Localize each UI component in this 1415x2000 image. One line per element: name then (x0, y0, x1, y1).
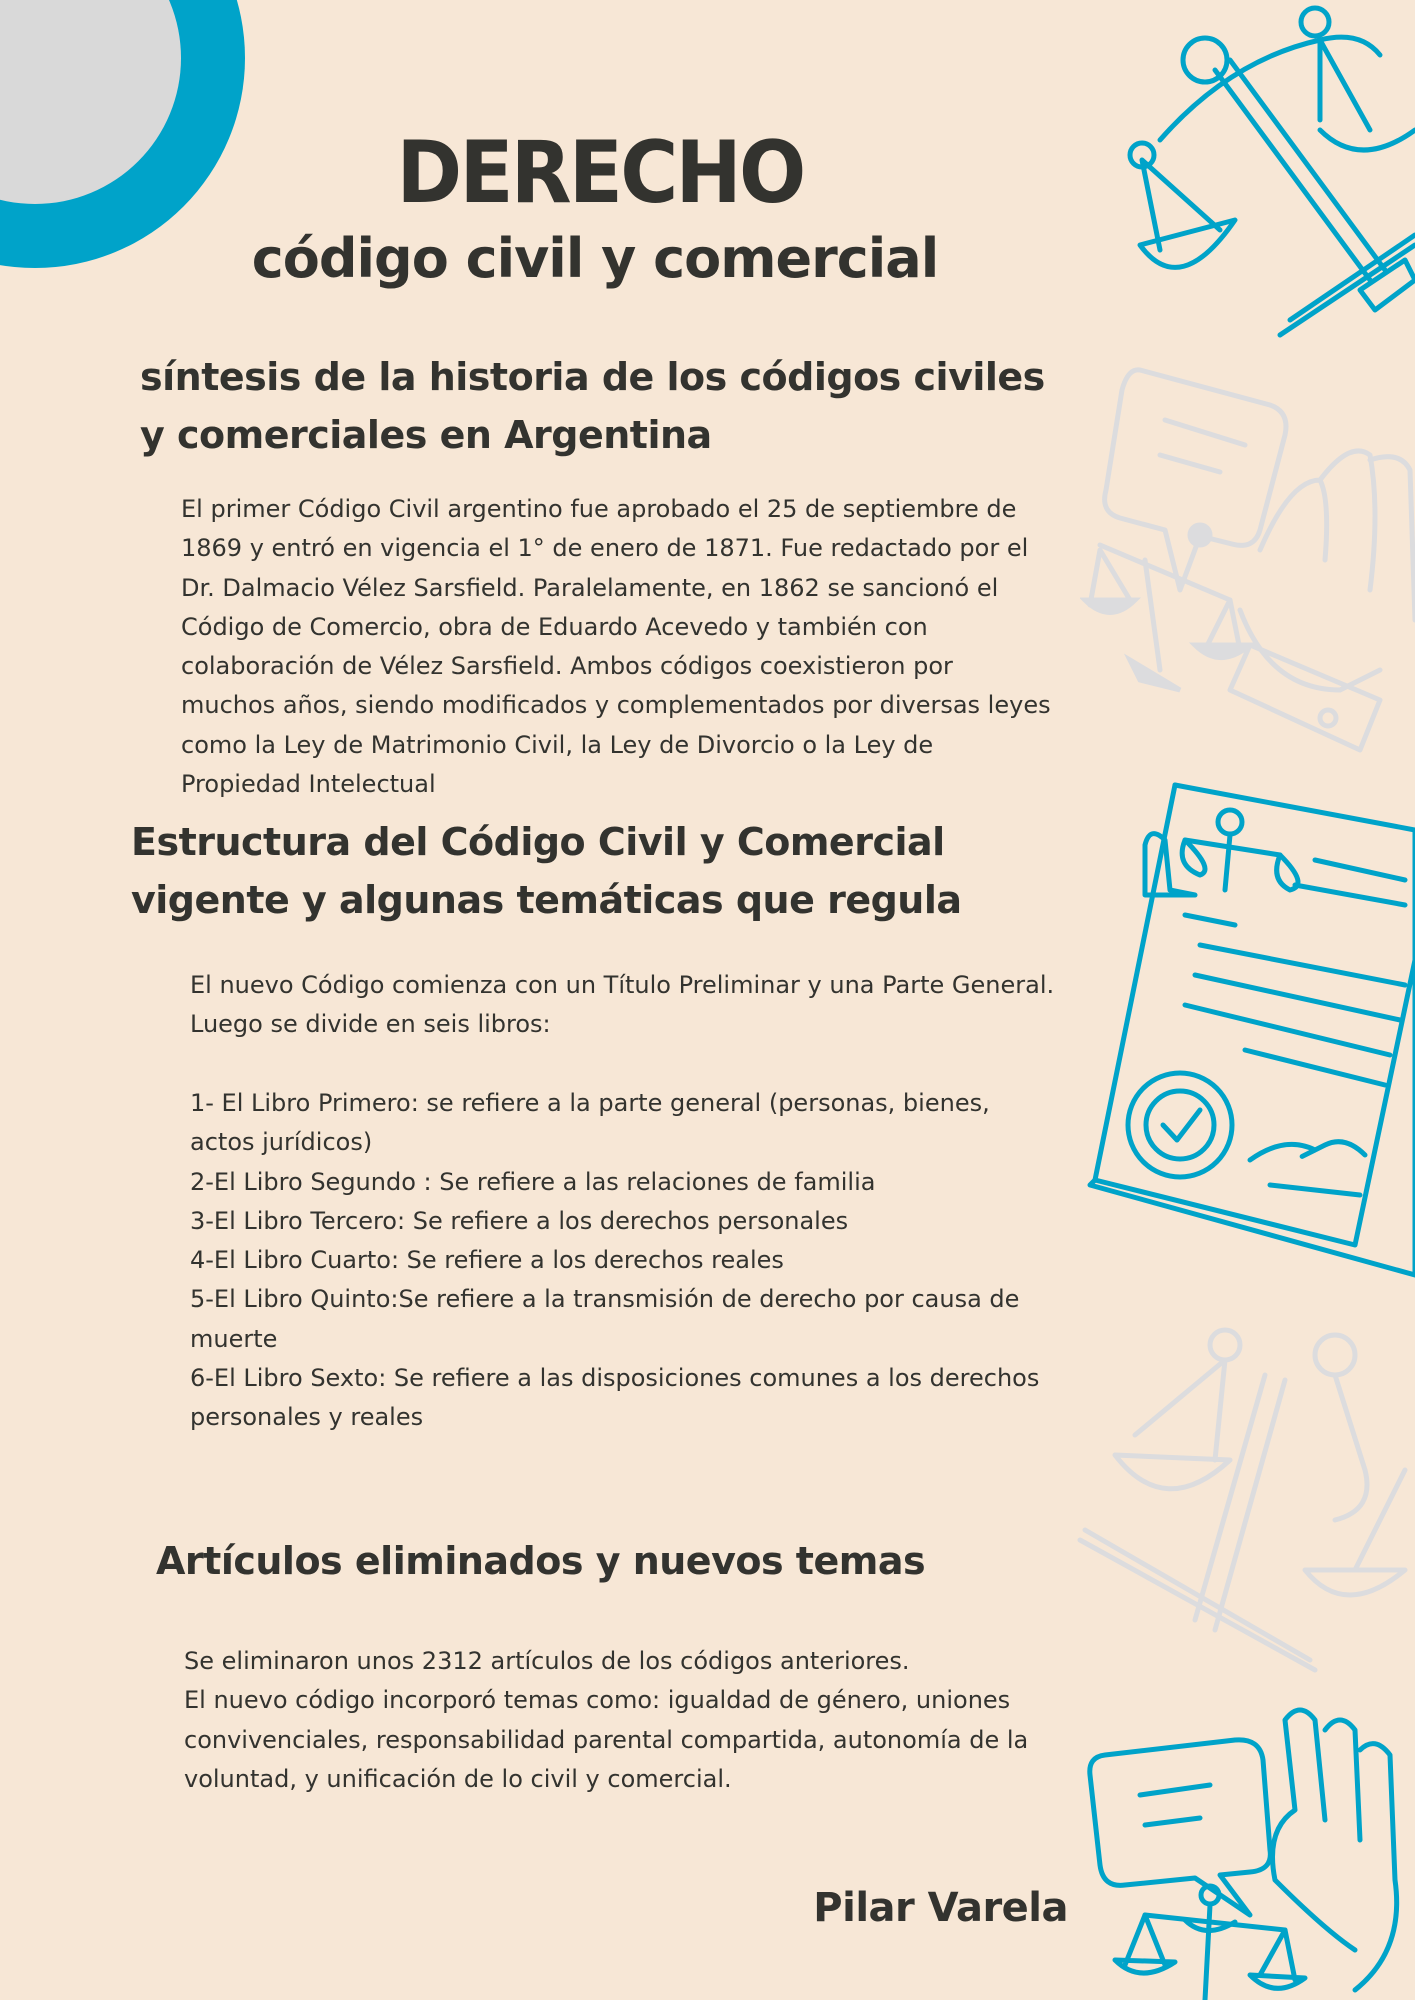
section-intro-structure: El nuevo Código comienza con un Título Preliminar y una Parte General. Luego se divide en seis libros: (190, 971, 1055, 1039)
document-seal-icon (1085, 780, 1415, 1280)
section-heading-history: síntesis de la historia de los códigos civiles y comerciales en Argentina (140, 355, 1045, 457)
author-name: Pilar Varela (813, 1885, 1068, 1931)
list-item: 4-El Libro Cuarto: Se refiere a los derechos reales (190, 1246, 784, 1275)
books-list (190, 1084, 1050, 1438)
list-item: 5-El Libro Quinto:Se refiere a la transmisión de derecho por causa de muerte (190, 1285, 1020, 1353)
page-subtitle: código civil y comercial (251, 227, 939, 290)
section-heading-structure: Estructura del Código Civil y Comercial vigente y algunas temáticas que regula (131, 820, 962, 922)
section-body-articles: Se eliminaron unos 2312 artículos de los códigos anteriores. El nuevo código incorporó temas como: igualdad de género, uniones convivenciales, responsabilidad parental compartida, autonomía de la voluntad, y unificación de lo civil y comercial. (184, 1647, 1029, 1793)
list-item: 1- El Libro Primero: se refiere a la parte general (personas, bienes, actos jurídicos) (190, 1089, 990, 1157)
raised-hand-icon (1085, 1700, 1415, 2000)
speech-bubble-icon (1080, 360, 1415, 790)
page-title: DERECHO (396, 123, 804, 223)
scales-icon (1120, 0, 1415, 375)
list-item: 6-El Libro Sexto: Se refiere a las disposiciones comunes a los derechos personales y reales (190, 1364, 1040, 1432)
section-heading-articles: Artículos eliminados y nuevos temas (156, 1539, 926, 1583)
list-item: 3-El Libro Tercero: Se refiere a los derechos personales (190, 1206, 849, 1235)
list-item: 2-El Libro Segundo : Se refiere a las relaciones de familia (190, 1167, 876, 1196)
section-body-history: El primer Código Civil argentino fue aprobado el 25 de septiembre de 1869 y entró en vigencia el 1° de enero de 1871. Fue redactado por el Dr. Dalmacio Vélez Sarsfield. Paralelamente, en 1862 se sancionó el Código de Comercio, obra de Eduardo Acevedo y también con colaboración de Vélez Sarsfield. Ambos códigos coexistieron por muchos años, siendo modificados y complementados por diversas leyes como la Ley de Matrimonio Civil, la Ley de Divorcio o la Ley de Propiedad Intelectual (181, 495, 1051, 799)
scales-icon (1075, 1320, 1415, 1680)
